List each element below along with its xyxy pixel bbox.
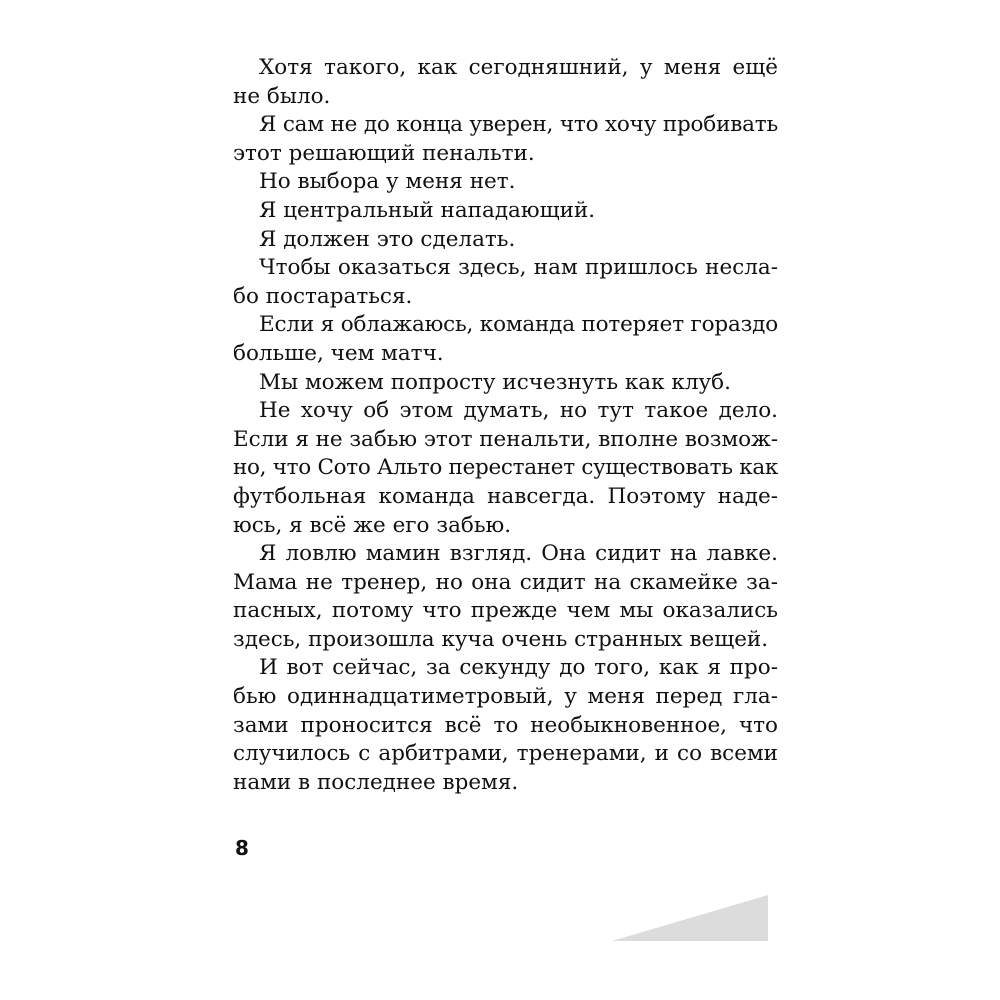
text-line: И вот сейчас, за секунду до того, как я про- [259, 655, 778, 681]
text-line: Я центральный нападающий. [259, 197, 596, 223]
page-number: 8 [235, 836, 249, 860]
text-line: футбольная команда навсегда. Поэтому наде- [233, 483, 778, 509]
text-line: Я должен это сделать. [259, 226, 516, 252]
text-line: Чтобы оказаться здесь, нам пришлось несла- [259, 255, 778, 281]
page-shadow-wedge [612, 895, 768, 941]
text-line: зами проносится всё то необыкновенное, что [233, 712, 778, 738]
text-line: случилось с арбитрами, тренерами, и со всеми [233, 741, 778, 767]
text-line: но, что Сото Альто перестанет существовать как [233, 455, 778, 481]
text-line: здесь, произошла куча очень странных вещей. [233, 626, 769, 652]
page-shadow-polygon [612, 895, 768, 941]
text-line: больше, чем матч. [233, 340, 444, 366]
body-text [233, 54, 778, 797]
text-line: Я сам не до конца уверен, что хочу пробивать [259, 112, 778, 138]
text-line: Не хочу об этом думать, но тут такое дело. [259, 398, 778, 424]
text-line: бо постараться. [233, 283, 413, 309]
text-line: Я ловлю мамин взгляд. Она сидит на лавке. [259, 541, 778, 567]
text-line: Но выбора у меня нет. [259, 169, 516, 195]
text-line: Если я облажаюсь, команда потеряет гораздо [259, 312, 778, 338]
text-line: Мама не тренер, но она сидит на скамейке за- [233, 569, 778, 595]
text-line: бью одиннадцатиметровый, у меня перед гла- [233, 684, 778, 710]
text-line: пасных, потому что прежде чем мы оказались [233, 598, 778, 624]
text-line: юсь, я всё же его забью. [233, 512, 512, 538]
text-line: Хотя такого, как сегодняшний, у меня ещё [259, 55, 778, 80]
text-line: нами в последнее время. [233, 769, 519, 795]
text-line: этот решающий пенальти. [233, 140, 535, 166]
text-line: Если я не забью этот пенальти, вполне возмож- [233, 426, 778, 452]
text-line: Мы можем попросту исчезнуть как клуб. [259, 369, 731, 395]
text-line: не было. [233, 83, 331, 109]
book-page [233, 0, 778, 1000]
